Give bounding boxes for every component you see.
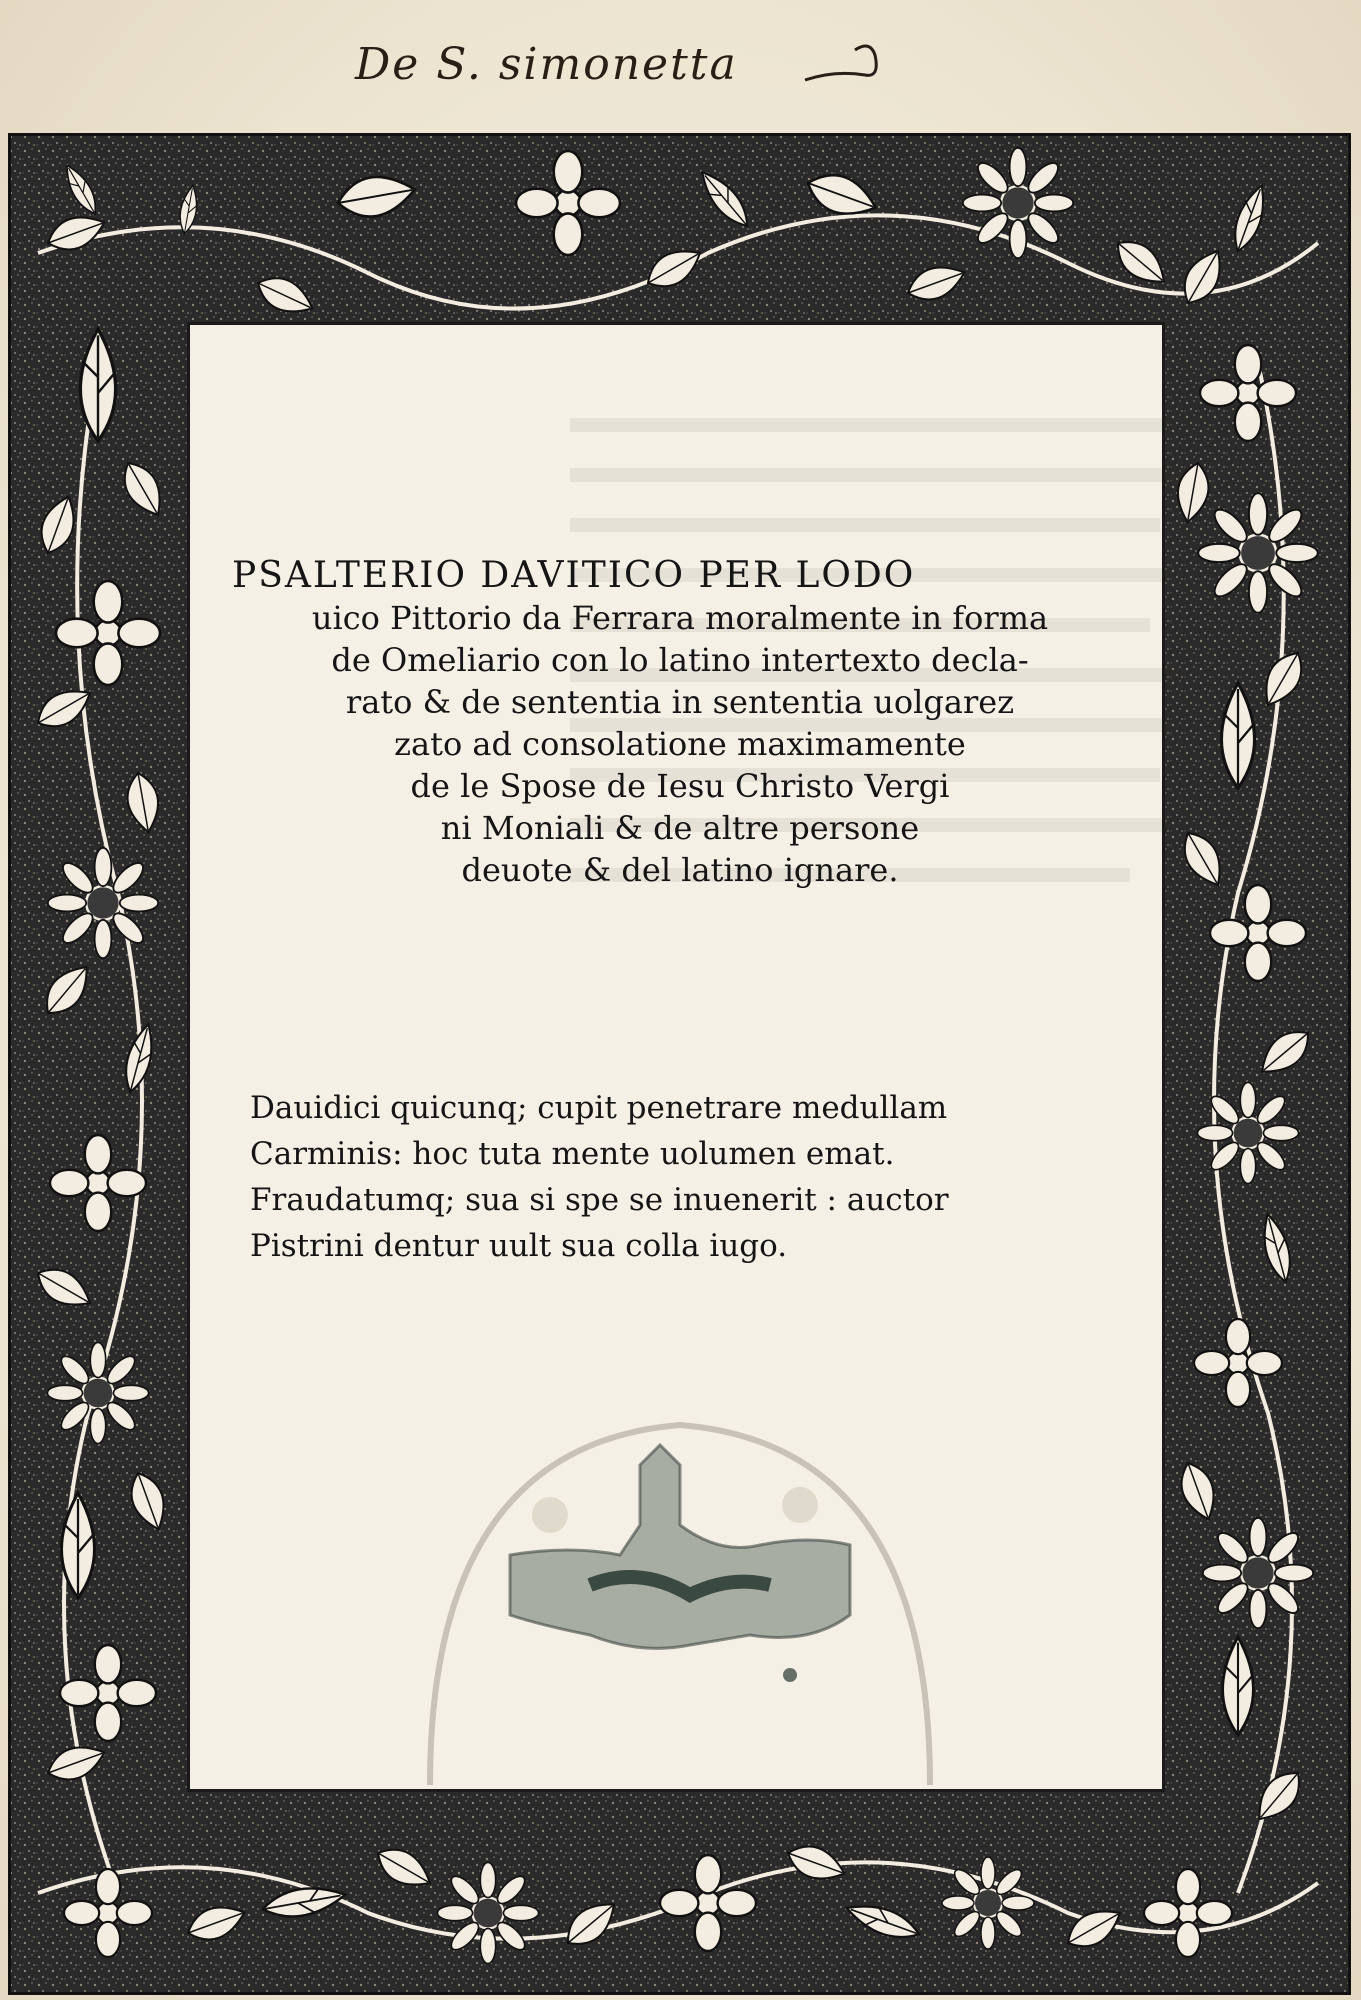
- title-line: uico Pittorio da Ferrara moralmente in forma: [311, 599, 1049, 637]
- handwritten-inscription: [355, 30, 915, 100]
- title-line: de Omeliario con lo latino intertexto decla-: [331, 641, 1029, 679]
- title-line: ni Moniali & de altre persone: [440, 809, 920, 847]
- inscription-text: De S. simonetta: [355, 39, 738, 90]
- verse-line: Dauidici quicunq; cupit penetrare medullam: [250, 1090, 948, 1126]
- title-line: zato ad consolatione maximamente: [394, 725, 966, 763]
- title-line: deuote & del latino ignare.: [461, 851, 899, 889]
- flourish-mark-icon: [795, 30, 895, 100]
- verse-line: Pistrini dentur uult sua colla iugo.: [250, 1228, 788, 1264]
- title-page-panel: [187, 322, 1165, 1792]
- title-line: rato & de sententia in sententia uolgarez: [345, 683, 1015, 721]
- title-line: PSALTERIO DAVITICO PER LODO: [232, 555, 916, 596]
- title-line: de le Spose de Iesu Christo Vergi: [410, 767, 950, 805]
- library-stamp-icon: [390, 1385, 970, 1795]
- latin-epigram: [250, 1085, 1110, 1269]
- verse-line: Carminis: hoc tuta mente uolumen emat.: [250, 1136, 895, 1172]
- verse-line: Fraudatumq; sua si spe se inuenerit : auctor: [250, 1182, 949, 1218]
- title-block: [230, 555, 1130, 891]
